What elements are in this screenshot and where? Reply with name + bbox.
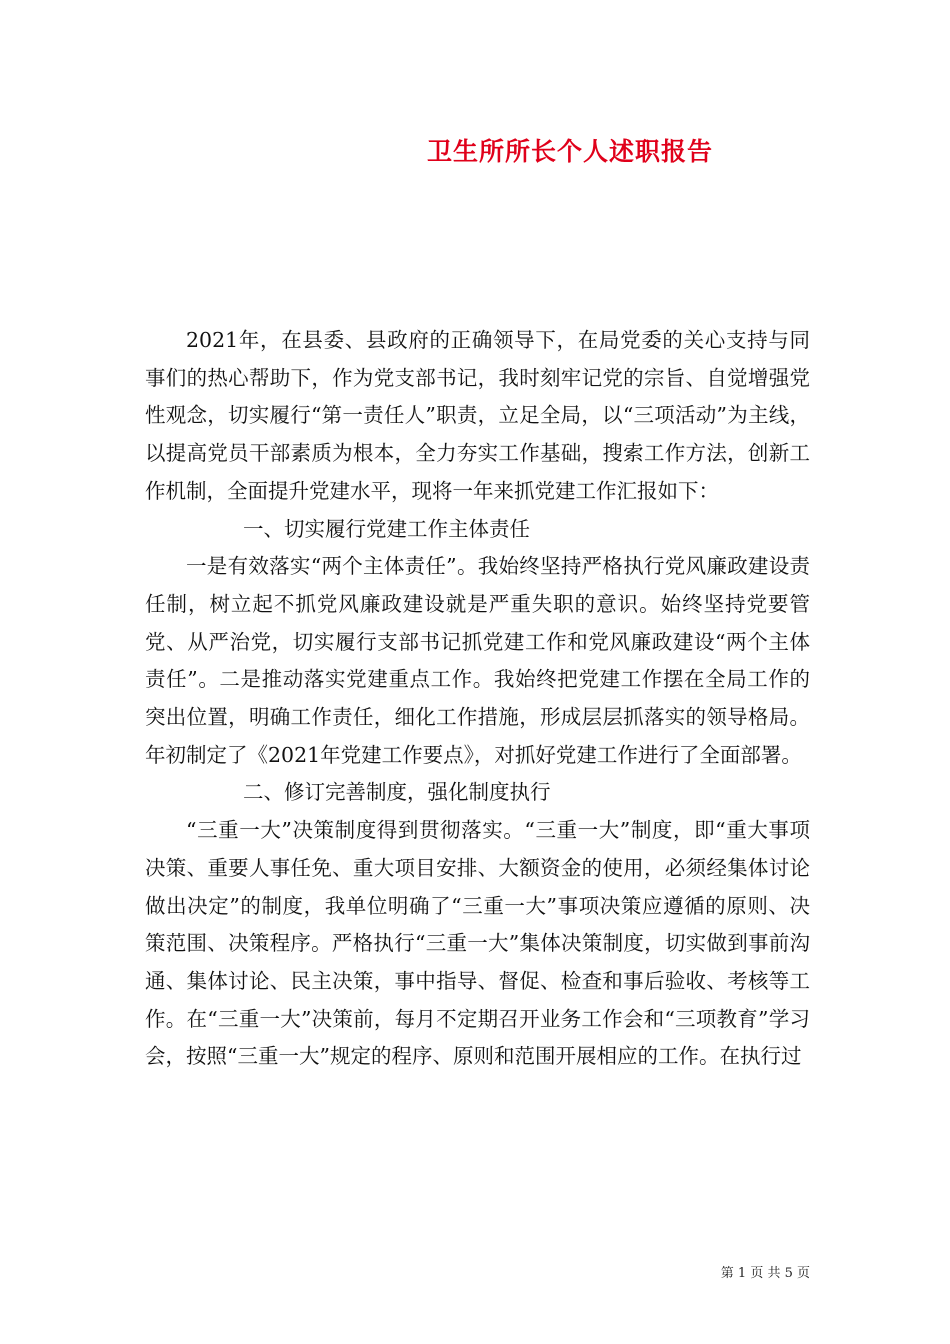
paragraph-section-1: 一是有效落实“两个主体责任”。我始终坚持严格执行党风廉政建设责任制，树立起不抓党风廉政建设就是严重失职的意识。始终坚持党要管党、从严治党，切实履行支部书记抓党建工作和党风廉政建设“两个主体责任”。二是推动落实党建重点工作。我始终把党建工作摆在全局工作的突出位置，明确工作责任，细化工作措施，形成层层抓落实的领导格局。年初制定了《2021年党建工作要点》，对抓好党建工作进行了全面部署。 [145, 554, 810, 767]
section-heading-2: 二、修订完善制度，强化制度执行 [243, 780, 551, 805]
paragraph-section-2: “三重一大”决策制度得到贯彻落实。“三重一大”制度，即“重大事项决策、重要人事任免、重大项目安排、大额资金的使用，必须经集体讨论做出决定”的制度，我单位明确了“三重一大”事项决策应遵循的原则、决策范围、决策程序。严格执行“三重一大”集体决策制度，切实做到事前沟通、集体讨论、民主决策，事中指导、督促、检查和事后验收、考核等工作。在“三重一大”决策前，每月不定期召开业务工作会和“三项教育”学习会，按照“三重一大”规定的程序、原则和范围开展相应的工作。在执行过 [145, 818, 810, 1069]
paragraph-intro [145, 322, 810, 511]
paragraph-intro-text: 2021年，在县委、县政府的正确领导下，在局党委的关心支持与同事们的热心帮助下，作为党支部书记，我时刻牢记党的宗旨、自觉增强党性观念，切实履行“第一责任人”职责，立足全局，以“三项活动”为主线，以提高党员干部素质为根本，全力夯实工作基础，搜索工作方法，创新工作机制，全面提升党建水平，现将一年来抓党建工作汇报如下： [145, 328, 810, 503]
document-title: 卫生所所长个人述职报告 [426, 137, 713, 166]
document-body [145, 322, 810, 1076]
page-number: 第 1 页 共 5 页 [720, 1266, 810, 1281]
section-heading-1: 一、切实履行党建工作主体责任 [243, 516, 530, 541]
